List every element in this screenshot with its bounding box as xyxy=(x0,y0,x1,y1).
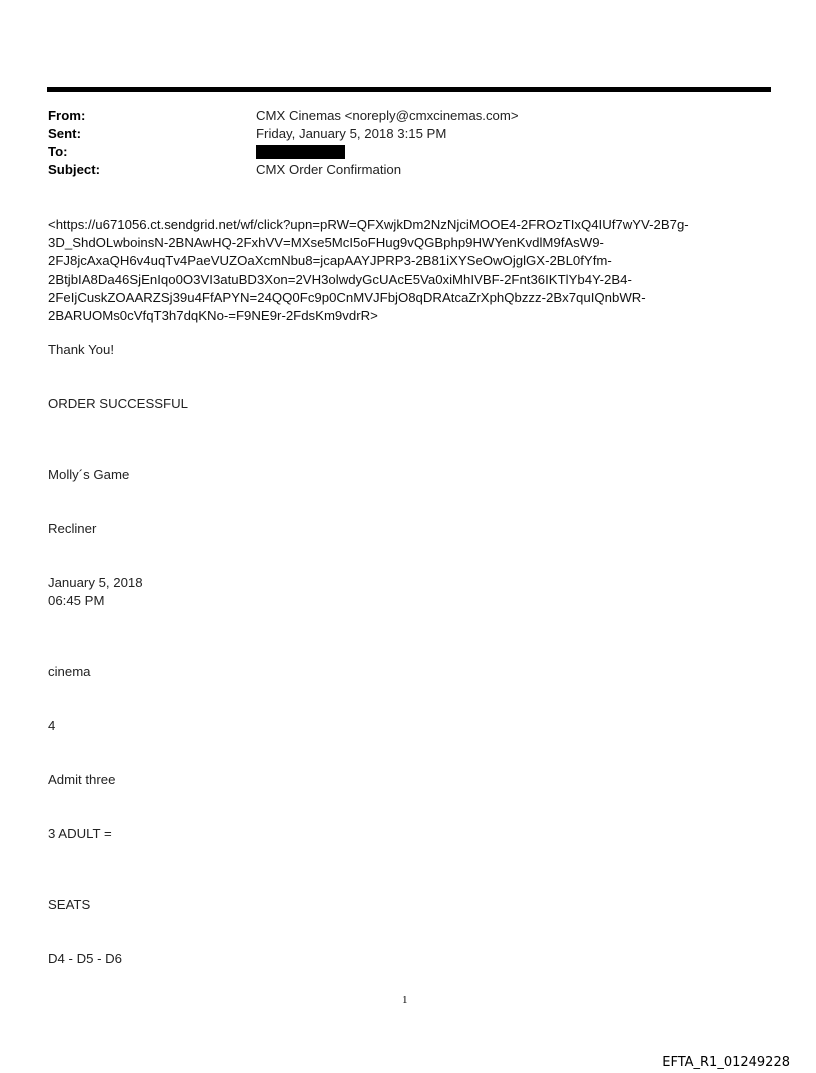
header-rule xyxy=(47,87,771,92)
sent-label: Sent: xyxy=(48,126,81,141)
redaction-block xyxy=(256,145,345,159)
to-label: To: xyxy=(48,144,68,159)
show-time: 06:45 PM xyxy=(48,593,105,608)
seat-numbers: D4 - D5 - D6 xyxy=(48,951,123,966)
tracking-link-line: 2FJ8jcAxaQH6v4uqTv4PaeVUZOaXcmNbu8=jcapAAYJPRP3-2B81iXYSeOwOjglGX-2BL0fYfm- xyxy=(48,253,612,269)
email-header xyxy=(48,107,748,179)
tracking-link-line: <https://u671056.ct.sendgrid.net/wf/click?upn=pRW=QFXwjkDm2NzNjciMOOE4-2FROzTIxQ4IUf7wYV-2B7g- xyxy=(48,217,689,232)
thank-you-text: Thank You! xyxy=(48,342,114,357)
subject-label: Subject: xyxy=(48,162,101,177)
from-value: CMX Cinemas <noreply@cmxcinemas.com> xyxy=(256,108,519,123)
seat-type: Recliner xyxy=(48,521,97,536)
tracking-link-line: 2BARUOMs0cVfqT3h7dqKNo-=F9NE9r-2FdsKm9vdrR> xyxy=(48,308,378,324)
show-date: January 5, 2018 xyxy=(48,575,143,590)
venue-label: cinema xyxy=(48,664,91,679)
from-label: From: xyxy=(48,108,86,123)
movie-title: Molly´s Game xyxy=(48,467,130,482)
sent-value: Friday, January 5, 2018 3:15 PM xyxy=(256,126,447,141)
to-row xyxy=(48,143,748,161)
from-row xyxy=(48,107,748,125)
order-status: ORDER SUCCESSFUL xyxy=(48,396,188,411)
page-number: 1 xyxy=(402,994,408,1006)
tracking-link[interactable] xyxy=(48,216,728,325)
tracking-link-line: 2FeIjCuskZOAARZSj39u4FfAPYN=24QQ0Fc9p0CnMVJFbjO8qDRAtcaZrXphQbzzz-2Bx7quIQnbWR- xyxy=(48,289,646,305)
auditorium-number: 4 xyxy=(48,718,56,733)
seats-label: SEATS xyxy=(48,897,91,912)
sent-row xyxy=(48,125,748,143)
tracking-link-line: 2BtjbIA8Da46SjEnIqo0O3VI3atuBD3Xon=2VH3olwdyGcUAcE5Va0xiMhIVBF-2Fnt36IKTlYb4Y-2B4- xyxy=(48,271,632,287)
subject-value: CMX Order Confirmation xyxy=(256,162,402,177)
admit-text: Admit three xyxy=(48,772,116,787)
document-id: EFTA_R1_01249228 xyxy=(662,1055,790,1070)
ticket-line: 3 ADULT = xyxy=(48,826,112,841)
tracking-link-line: 3D_ShdOLwboinsN-2BNAwHQ-2FxhVV=MXse5McI5oFHug9vQGBphp9HWYenKvdlM9fAsW9- xyxy=(48,235,604,251)
subject-row xyxy=(48,161,748,179)
